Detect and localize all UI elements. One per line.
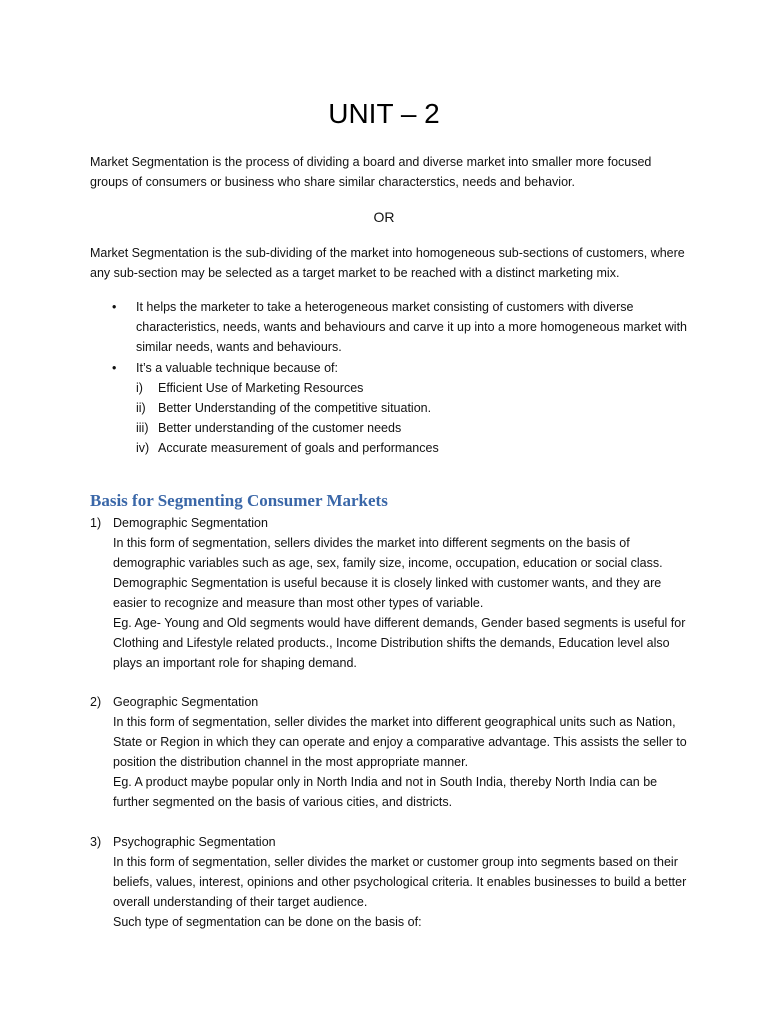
section-title-text: Demographic Segmentation [113,516,268,530]
psychographic-section [90,832,690,932]
section-paragraph: Such type of segmentation can be done on the basis of: [113,915,422,929]
section-paragraph: Eg. A product maybe popular only in North India and not in South India, thereby North India can be further segmented on the basis of various cities, and districts. [113,775,658,809]
sub-item-text: Accurate measurement of goals and performances [158,441,439,455]
sub-list-item [112,438,692,458]
section-paragraph: Demographic Segmentation is useful because it is closely linked with customer wants, and they are easier to recognize and measure than most other types of variable. [113,576,662,610]
demographic-section [90,513,690,673]
sub-list-item [112,378,692,398]
sub-item-text: Efficient Use of Marketing Resources [158,381,364,395]
section-paragraph: In this form of segmentation, sellers divides the market into different segments on the basis of demographic variables such as age, sex, family size, income, occupation, education or social class. [113,536,663,570]
sub-item-number: iv) [136,441,150,455]
benefits-bullet-list [112,297,692,458]
definition-paragraph-2: Market Segmentation is the sub-dividing of the market into homogeneous sub-sections of customers, where any sub-section may be selected as a target market to be reached with a distinct marketing mix. [90,246,685,280]
section-paragraph: Eg. Age- Young and Old segments would have different demands, Gender based segments is useful for Clothing and Lifestyle related products., Income Distribution shifts the demands, Education level also plays an important role for shaping demand. [113,616,686,670]
section-title [90,513,690,533]
section-paragraph: In this form of segmentation, seller divides the market or customer group into segments based on their beliefs, values, interest, opinions and other psychological criteria. It enables businesses to build a better overall understanding of their target audience. [113,855,687,909]
definition-paragraph-1: Market Segmentation is the process of dividing a board and diverse market into smaller more focused groups of consumers or business who share similar characterstics, needs and behavior. [90,155,652,189]
section-number: 1) [90,516,102,530]
sub-item-number: ii) [136,401,146,415]
section-body [90,533,690,673]
page-title: UNIT – 2 [328,98,440,129]
section-paragraph: In this form of segmentation, seller divides the market into different geographical units such as Nation, State or Region in which they can operate and enjoy a comparative advantage. This assists the seller to position the distribution channel in the most appropriate manner. [113,715,687,769]
or-separator: OR [373,209,395,225]
sub-item-number: iii) [136,421,149,435]
geographic-section [90,692,690,812]
bullet-icon: • [112,361,117,375]
sub-item-number: i) [136,381,143,395]
section-title-text: Geographic Segmentation [113,695,259,709]
section-body [90,712,690,812]
sub-list-item [112,418,692,438]
sub-list-item [112,398,692,418]
section-title [90,832,690,852]
sub-item-text: Better Understanding of the competitive situation. [158,401,432,415]
section-title [90,692,690,712]
section-body [90,852,690,932]
bullet-text: It’s a valuable technique because of: [136,361,338,375]
section-number: 2) [90,695,102,709]
bullet-item [112,358,692,378]
section-number: 3) [90,835,102,849]
section-heading: Basis for Segmenting Consumer Markets [90,491,388,510]
section-title-text: Psychographic Segmentation [113,835,276,849]
bullet-icon: • [112,300,117,314]
bullet-item [112,297,692,357]
bullet-text: It helps the marketer to take a heterogeneous market consisting of customers with diverse characteristics, needs, wants and behaviours and carve it up into a more homogeneous market with similar needs, wants and behaviours. [136,300,687,354]
sub-item-text: Better understanding of the customer needs [158,421,402,435]
